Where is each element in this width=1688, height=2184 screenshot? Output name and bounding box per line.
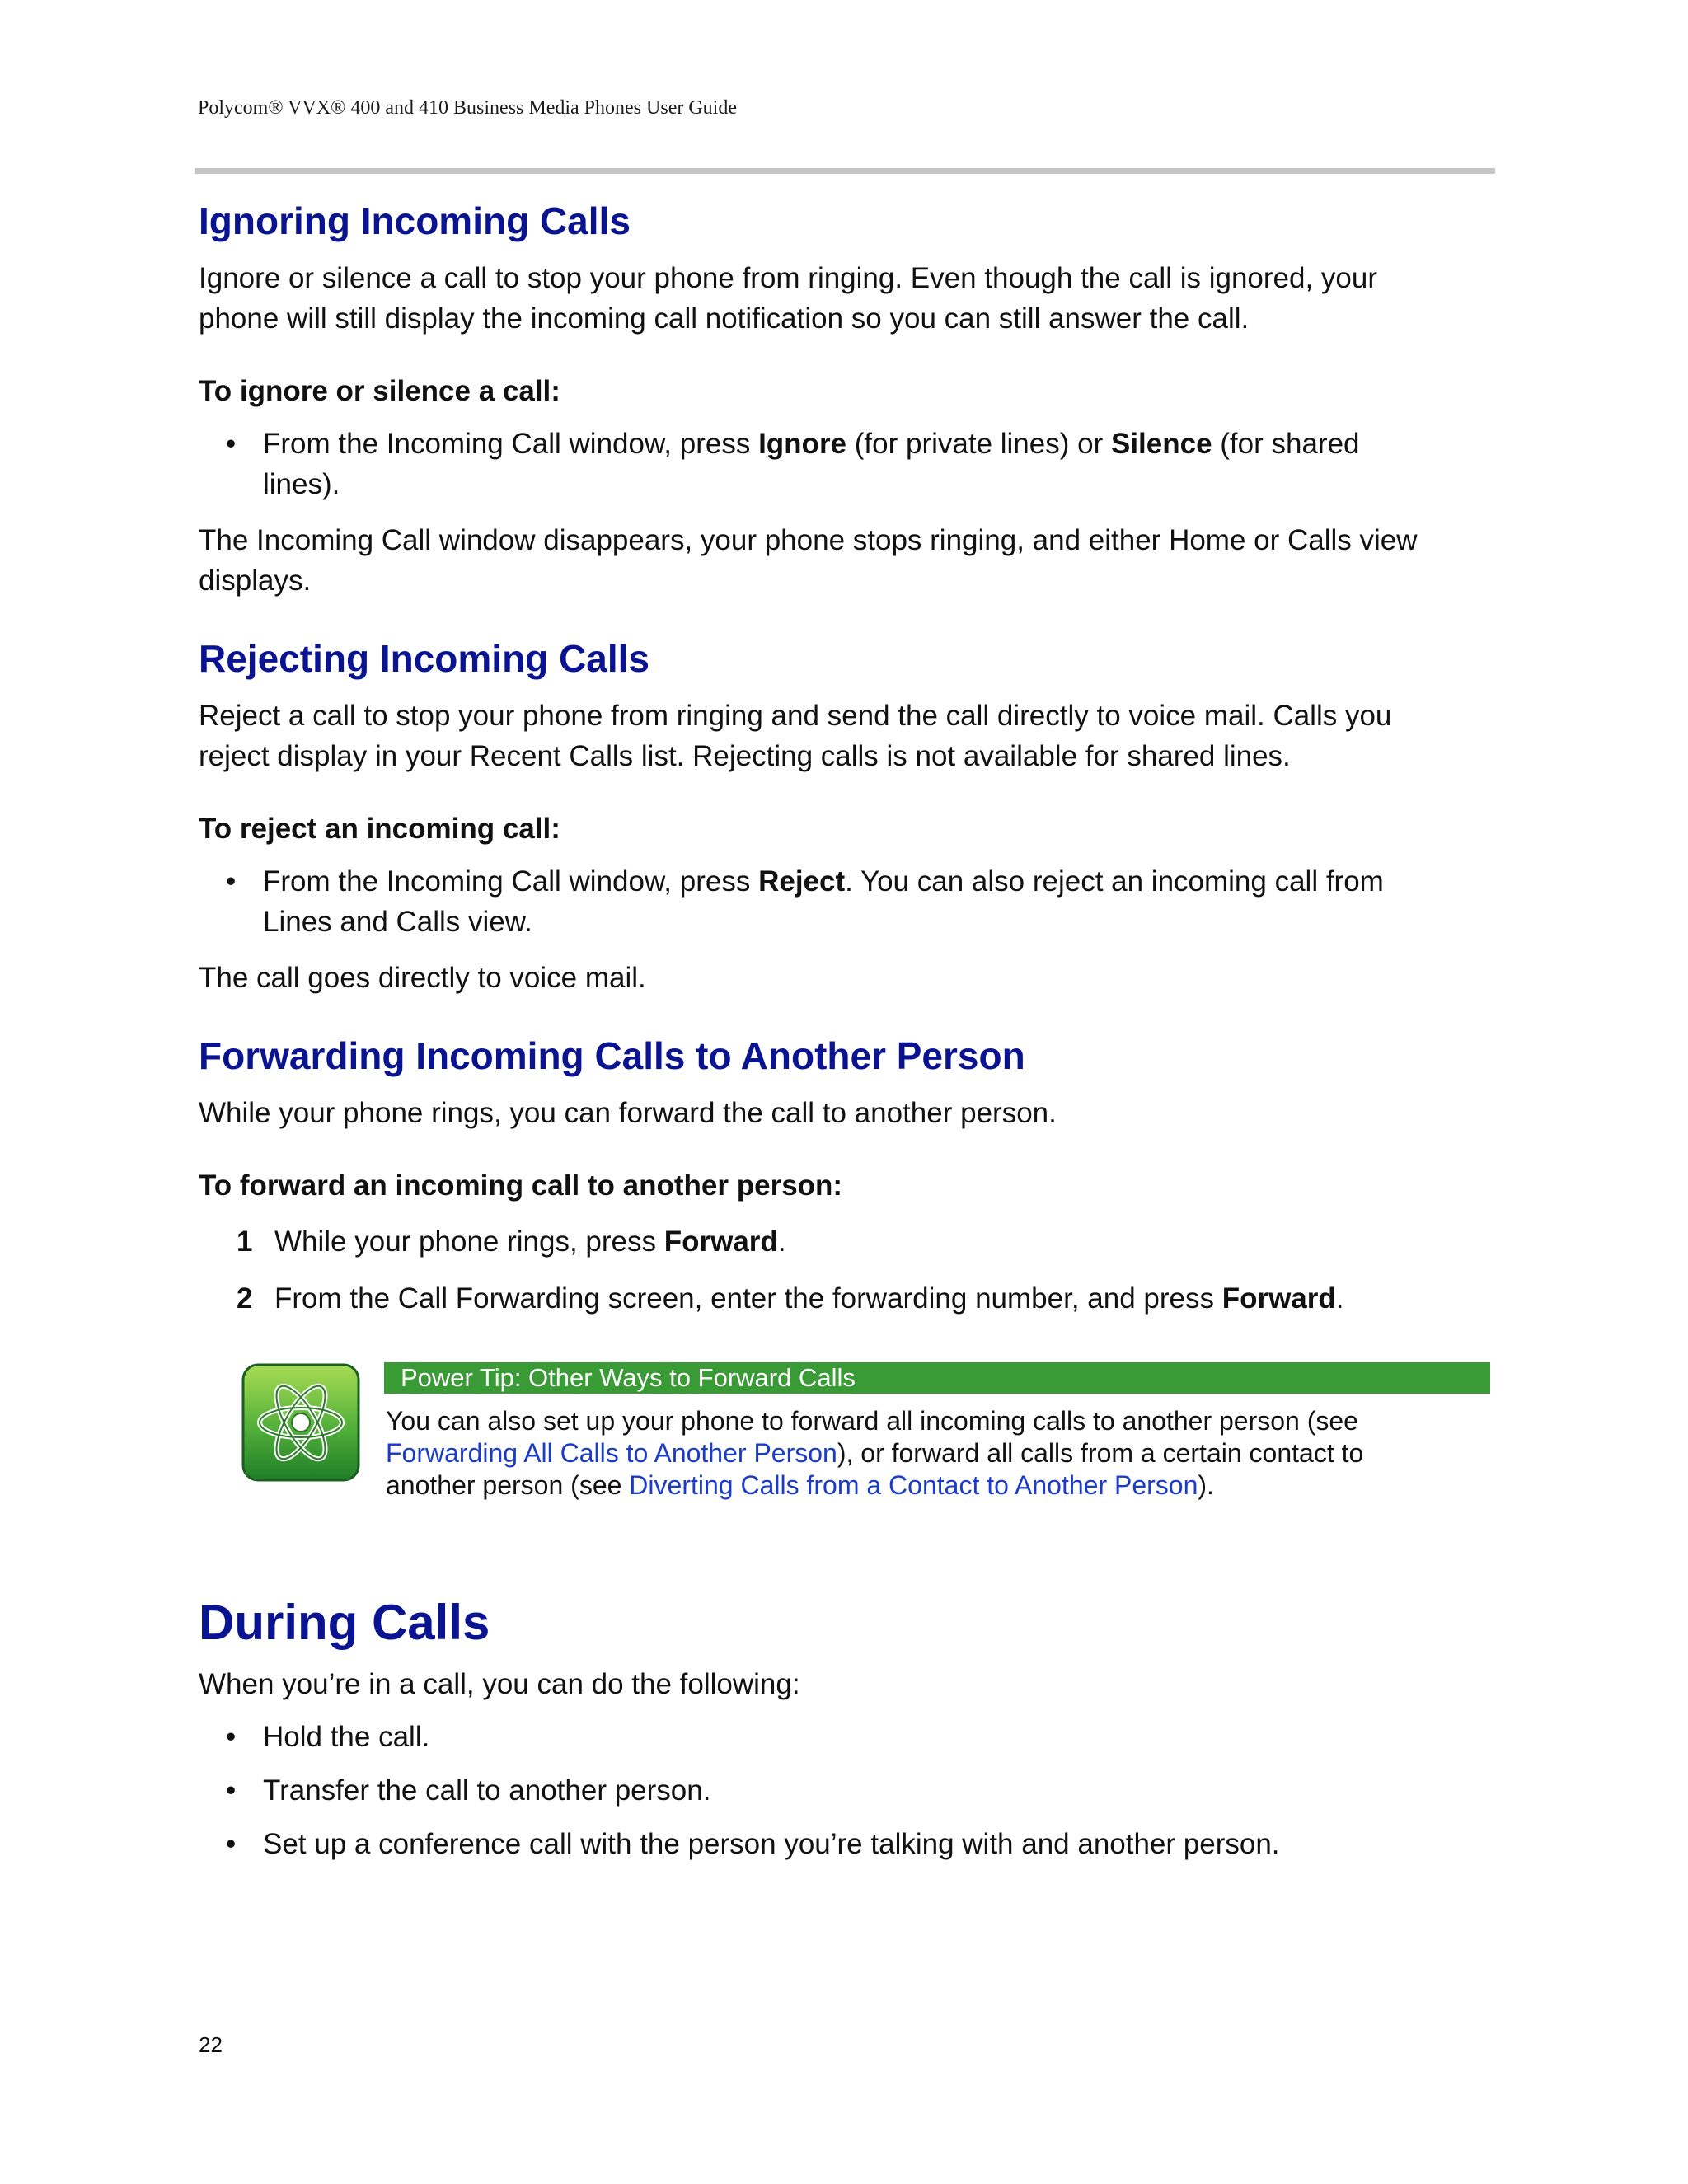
- rejecting-intro: [199, 696, 1501, 776]
- bullet-glyph: •: [226, 865, 237, 898]
- tip-text: another person (see: [386, 1470, 630, 1500]
- step-text: .: [1335, 1282, 1344, 1315]
- heading-forwarding-incoming-calls: Forwarding Incoming Calls to Another Person: [199, 1034, 1025, 1077]
- bullet-text: (for private lines) or: [846, 428, 1111, 460]
- list-item: [199, 861, 1501, 942]
- forward-key-label: Forward: [663, 1226, 778, 1258]
- rejecting-intro-line1: Reject a call to stop your phone from ringing and send the call directly to voice mail. Calls you: [199, 700, 1392, 732]
- step-item: [199, 1221, 1501, 1262]
- rejecting-intro-line2: reject display in your Recent Calls list. Rejecting calls is not available for shared lines.: [199, 740, 1291, 772]
- ignoring-intro-line1: Ignore or silence a call to stop your phone from ringing. Even though the call is ignored, your: [199, 262, 1377, 294]
- heading-ignoring-incoming-calls: Ignoring Incoming Calls: [199, 199, 631, 242]
- bullet-text: Set up a conference call with the person you’re talking with and another person.: [263, 1828, 1280, 1860]
- link-diverting-calls[interactable]: Diverting Calls from a Contact to Another Person: [629, 1470, 1198, 1500]
- heading-rejecting-incoming-calls: Rejecting Incoming Calls: [199, 637, 649, 680]
- bullet-glyph: •: [226, 1774, 237, 1807]
- step-number: 1: [237, 1226, 253, 1258]
- bullet-text: lines).: [263, 468, 340, 500]
- tip-text: You can also set up your phone to forward all incoming calls to another person (see: [386, 1406, 1358, 1436]
- rejecting-procedure-title: To reject an incoming call:: [199, 813, 560, 845]
- tip-text: ).: [1198, 1470, 1214, 1500]
- tip-text: ), or forward all calls from a certain contact to: [837, 1438, 1364, 1468]
- step-number: 2: [237, 1282, 253, 1315]
- bullet-text: Hold the call.: [263, 1721, 430, 1753]
- ignoring-intro: [199, 258, 1501, 339]
- bullet-text: Lines and Calls view.: [263, 906, 532, 938]
- bullet-text: From the Incoming Call window, press: [263, 428, 759, 460]
- link-forwarding-all-calls[interactable]: Forwarding All Calls to Another Person: [386, 1438, 837, 1468]
- list-item: [199, 1824, 1501, 1864]
- forwarding-intro: While your phone rings, you can forward the call to another person.: [199, 1097, 1057, 1129]
- bullet-text: (for shared: [1212, 428, 1360, 460]
- forwarding-procedure-title: To forward an incoming call to another person:: [199, 1169, 843, 1202]
- step-text: .: [777, 1226, 786, 1258]
- bullet-glyph: •: [226, 428, 237, 460]
- ignore-key-label: Ignore: [758, 428, 847, 460]
- bullet-text: Transfer the call to another person.: [263, 1774, 711, 1807]
- list-item: [199, 1770, 1501, 1811]
- ignoring-bullet-list: [199, 424, 1501, 504]
- ignoring-result: [199, 520, 1501, 601]
- forward-key-label: Forward: [1221, 1282, 1336, 1315]
- forwarding-steps: [199, 1221, 1501, 1319]
- heading-during-calls: During Calls: [199, 1595, 490, 1650]
- ignoring-result-line2: displays.: [199, 565, 312, 597]
- header-rule: [195, 168, 1495, 174]
- bullet-text: . You can also reject an incoming call from: [845, 865, 1384, 898]
- during-bullet-list: [199, 1717, 1501, 1864]
- power-tip-box: [199, 1362, 1501, 1544]
- atom-icon: [241, 1362, 361, 1483]
- ignoring-result-line1: The Incoming Call window disappears, your phone stops ringing, and either Home or Calls view: [199, 524, 1418, 556]
- ignoring-intro-line2: phone will still display the incoming call notification so you can still answer the call.: [199, 302, 1250, 335]
- reject-key-label: Reject: [758, 865, 846, 898]
- bullet-text: From the Incoming Call window, press: [263, 865, 759, 898]
- page-number: 22: [199, 2032, 223, 2057]
- power-tip-title: Power Tip: Other Ways to Forward Calls: [384, 1362, 1490, 1394]
- bullet-glyph: •: [226, 1721, 237, 1753]
- running-header: Polycom® VVX® 400 and 410 Business Media Phones User Guide: [198, 97, 737, 119]
- rejecting-bullet-list: [199, 861, 1501, 942]
- ignoring-procedure-title: To ignore or silence a call:: [199, 375, 560, 407]
- list-item: [199, 1717, 1501, 1757]
- silence-key-label: Silence: [1110, 428, 1212, 460]
- bullet-glyph: •: [226, 1828, 237, 1860]
- step-text: While your phone rings, press: [274, 1226, 664, 1258]
- during-intro: When you’re in a call, you can do the following:: [199, 1668, 800, 1700]
- step-item: [199, 1278, 1501, 1319]
- page-content: [199, 198, 1501, 1864]
- step-text: From the Call Forwarding screen, enter the forwarding number, and press: [274, 1282, 1222, 1315]
- list-item: [199, 424, 1501, 504]
- rejecting-result: The call goes directly to voice mail.: [199, 962, 646, 994]
- power-tip-body: [386, 1405, 1474, 1502]
